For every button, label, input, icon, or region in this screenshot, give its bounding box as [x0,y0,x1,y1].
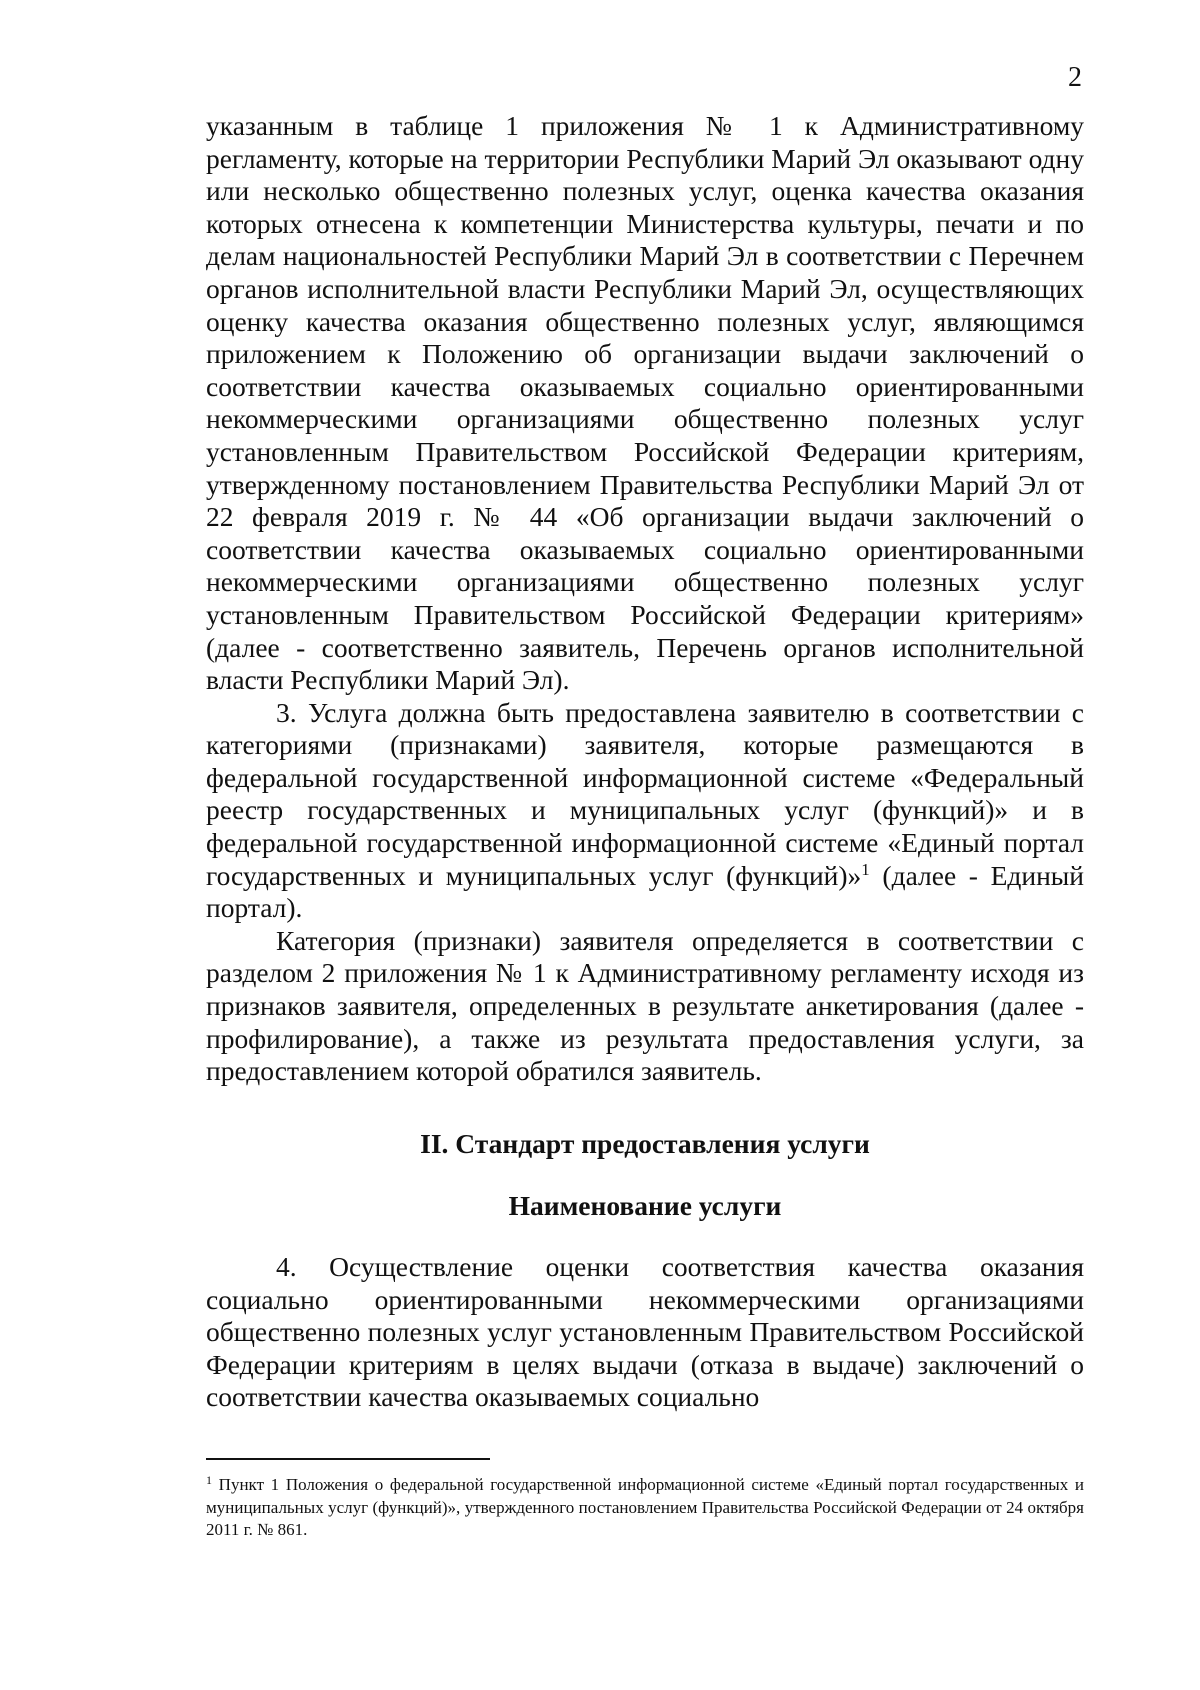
paragraph-4: 4. Осуществление оценки соответствия качества оказания социально ориентированными некоммерческими организациями общественно полезных услуг установленным Правительством Российской Федерации критериям в целях выдачи (отказа в выдаче) заключений о соответствии качества оказываемых социально [206,1251,1084,1413]
document-body [206,110,1084,1414]
footnote-reference[interactable]: 1 [861,859,870,879]
paragraph-3 [206,697,1084,925]
paragraph-3-text: 3. Услуга должна быть предоставлена заявителю в соответствии с категориями (признаками) заявителя, которые размещаются в федеральной государственной информационной системе «Федеральный реестр государственных и муниципальных услуг (функций)» и в федеральной государственной информационной системе «Единый портал государственных и муниципальных услуг (функций)» [206,696,1084,891]
footnote-marker: 1 [206,1473,212,1487]
paragraph-3-tail: (далее - Единый портал). [206,859,1084,924]
footnote [206,1474,1084,1542]
footnote-divider [206,1458,490,1460]
footnote-text: Пункт 1 Положения о федеральной государственной информационной системе «Единый портал государственных и муниципальных услуг (функций)», утвержденного постановлением Правительства Российской Федерации от 24 октября 2011 г. № 861. [206,1475,1084,1539]
section-heading: II. Стандарт предоставления услуги [420,1127,870,1159]
page-number: 2 [1068,62,1082,93]
paragraph-category: Категория (признаки) заявителя определяется в соответствии с разделом 2 приложения № 1 к Административному регламенту исходя из признаков заявителя, определенных в результате анкетирования (далее - профилирование), а также из результата предоставления услуги, за предоставлением которой обратился заявитель. [206,924,1084,1087]
paragraph-continuation: указанным в таблице 1 приложения № 1 к Административному регламенту, которые на территории Республики Марий Эл оказывают одну или несколько общественно полезных услуг, оценка качества оказания которых отнесена к компетенции Министерства культуры, печати и по делам национальностей Республики Марий Эл в соответствии с Перечнем органов исполнительной власти Республики Марий Эл, осуществляющих оценку качества оказания общественно полезных услуг, являющимся приложением к Положению об организации выдачи заключений о соответствии качества оказываемых социально ориентированными некоммерческими организациями общественно полезных услуг установленным Правительством Российской Федерации критериям, утвержденному постановлением Правительства Республики Марий Эл от 22 февраля 2019 г. № 44 «Об организации выдачи заключений о соответствии качества оказываемых социально ориентированными некоммерческими организациями общественно полезных услуг установленным Правительством Российской Федерации критериям» (далее - соответственно заявитель, Перечень органов исполнительной власти Республики Марий Эл). [206,110,1084,696]
subsection-heading: Наименование услуги [508,1190,782,1222]
